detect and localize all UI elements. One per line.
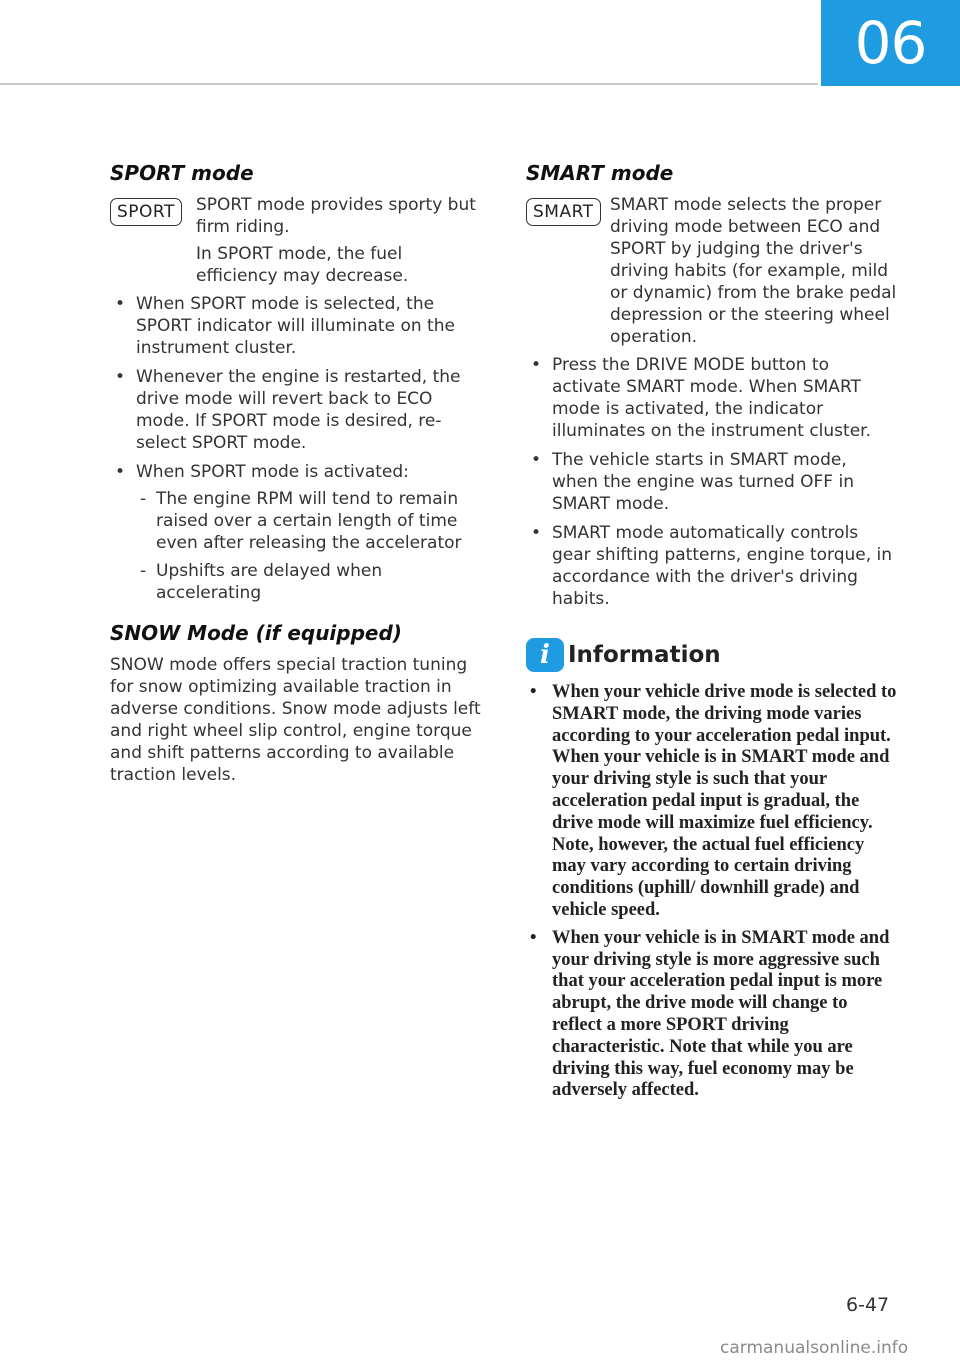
sport-desc-2: In SPORT mode, the fuel efficiency may decrease. xyxy=(196,244,409,286)
list-item: • When your vehicle drive mode is selected to SMART mode, the driving mode varies according to your acceleration pedal input. When your vehicle is in SMART mode and your driving style is such that your acceleration pedal input is gradual, the drive mode will maximize fuel efficiency. Note, however, the actual fuel efficiency may vary according to certain driving conditions (uphill/ downhill grade) and vehicle speed. xyxy=(526,682,898,922)
list-item-text: When SPORT mode is activated: xyxy=(136,462,409,482)
left-column xyxy=(110,160,482,791)
sub-list-item: - Upshifts are delayed when accelerating xyxy=(136,560,482,604)
page-number: 6-47 xyxy=(846,1294,890,1316)
sport-mode-description xyxy=(196,194,482,287)
smart-mode-heading: SMART mode xyxy=(526,161,674,185)
snow-mode-heading: SNOW Mode (if equipped) xyxy=(110,621,402,645)
list-item: • When your vehicle is in SMART mode and your driving style is more aggressive such that your acceleration pedal input is more abrupt, the drive mode will change to reflect a more SPORT driving characteristic. Note that while you are driving this way, fuel economy may be adversely affected. xyxy=(526,928,898,1102)
watermark: carmanualsonline.info xyxy=(720,1338,909,1358)
list-item: • Whenever the engine is restarted, the drive mode will revert back to ECO mode. If SPORT mode is desired, re-select SPORT mode. xyxy=(110,366,482,454)
information-header xyxy=(526,638,898,678)
smart-bullet-list xyxy=(526,354,898,610)
smart-mode-row xyxy=(526,194,898,348)
sport-desc-1: SPORT mode provides sporty but firm riding. xyxy=(196,195,476,237)
header-rule xyxy=(0,83,818,85)
snow-mode-text: SNOW mode offers special traction tuning for snow optimizing available traction in adverse conditions. Snow mode adjusts left and right wheel slip control, engine torque and shift patterns according to available traction levels. xyxy=(110,655,481,785)
sport-bullet-list xyxy=(110,293,482,604)
smart-desc: SMART mode selects the proper driving mode between ECO and SPORT by judging the driver's driving habits (for example, mild or dynamic) from the brake pedal depression or the steering wheel operation. xyxy=(610,195,897,347)
sport-indicator-icon: SPORT xyxy=(110,198,182,226)
information-icon: i xyxy=(526,638,564,672)
chapter-tab: 06 xyxy=(821,0,960,86)
smart-indicator-icon: SMART xyxy=(526,198,601,226)
sport-mode-heading: SPORT mode xyxy=(110,161,254,185)
list-item xyxy=(110,461,482,604)
information-list xyxy=(526,682,898,1102)
information-title: Information xyxy=(568,642,721,668)
list-item: • When SPORT mode is selected, the SPORT indicator will illuminate on the instrument cluster. xyxy=(110,293,482,359)
sport-mode-row xyxy=(110,194,482,287)
list-item: • The vehicle starts in SMART mode, when the engine was turned OFF in SMART mode. xyxy=(526,449,898,515)
right-column xyxy=(526,160,898,1108)
smart-mode-description xyxy=(610,194,898,348)
sub-list-item: - The engine RPM will tend to remain raised over a certain length of time even after releasing the accelerator xyxy=(136,488,482,554)
sport-sub-list xyxy=(136,488,482,604)
list-item: • Press the DRIVE MODE button to activate SMART mode. When SMART mode is activated, the indicator illuminates on the instrument cluster. xyxy=(526,354,898,442)
list-item: • SMART mode automatically controls gear shifting patterns, engine torque, in accordance with the driver's driving habits. xyxy=(526,522,898,610)
